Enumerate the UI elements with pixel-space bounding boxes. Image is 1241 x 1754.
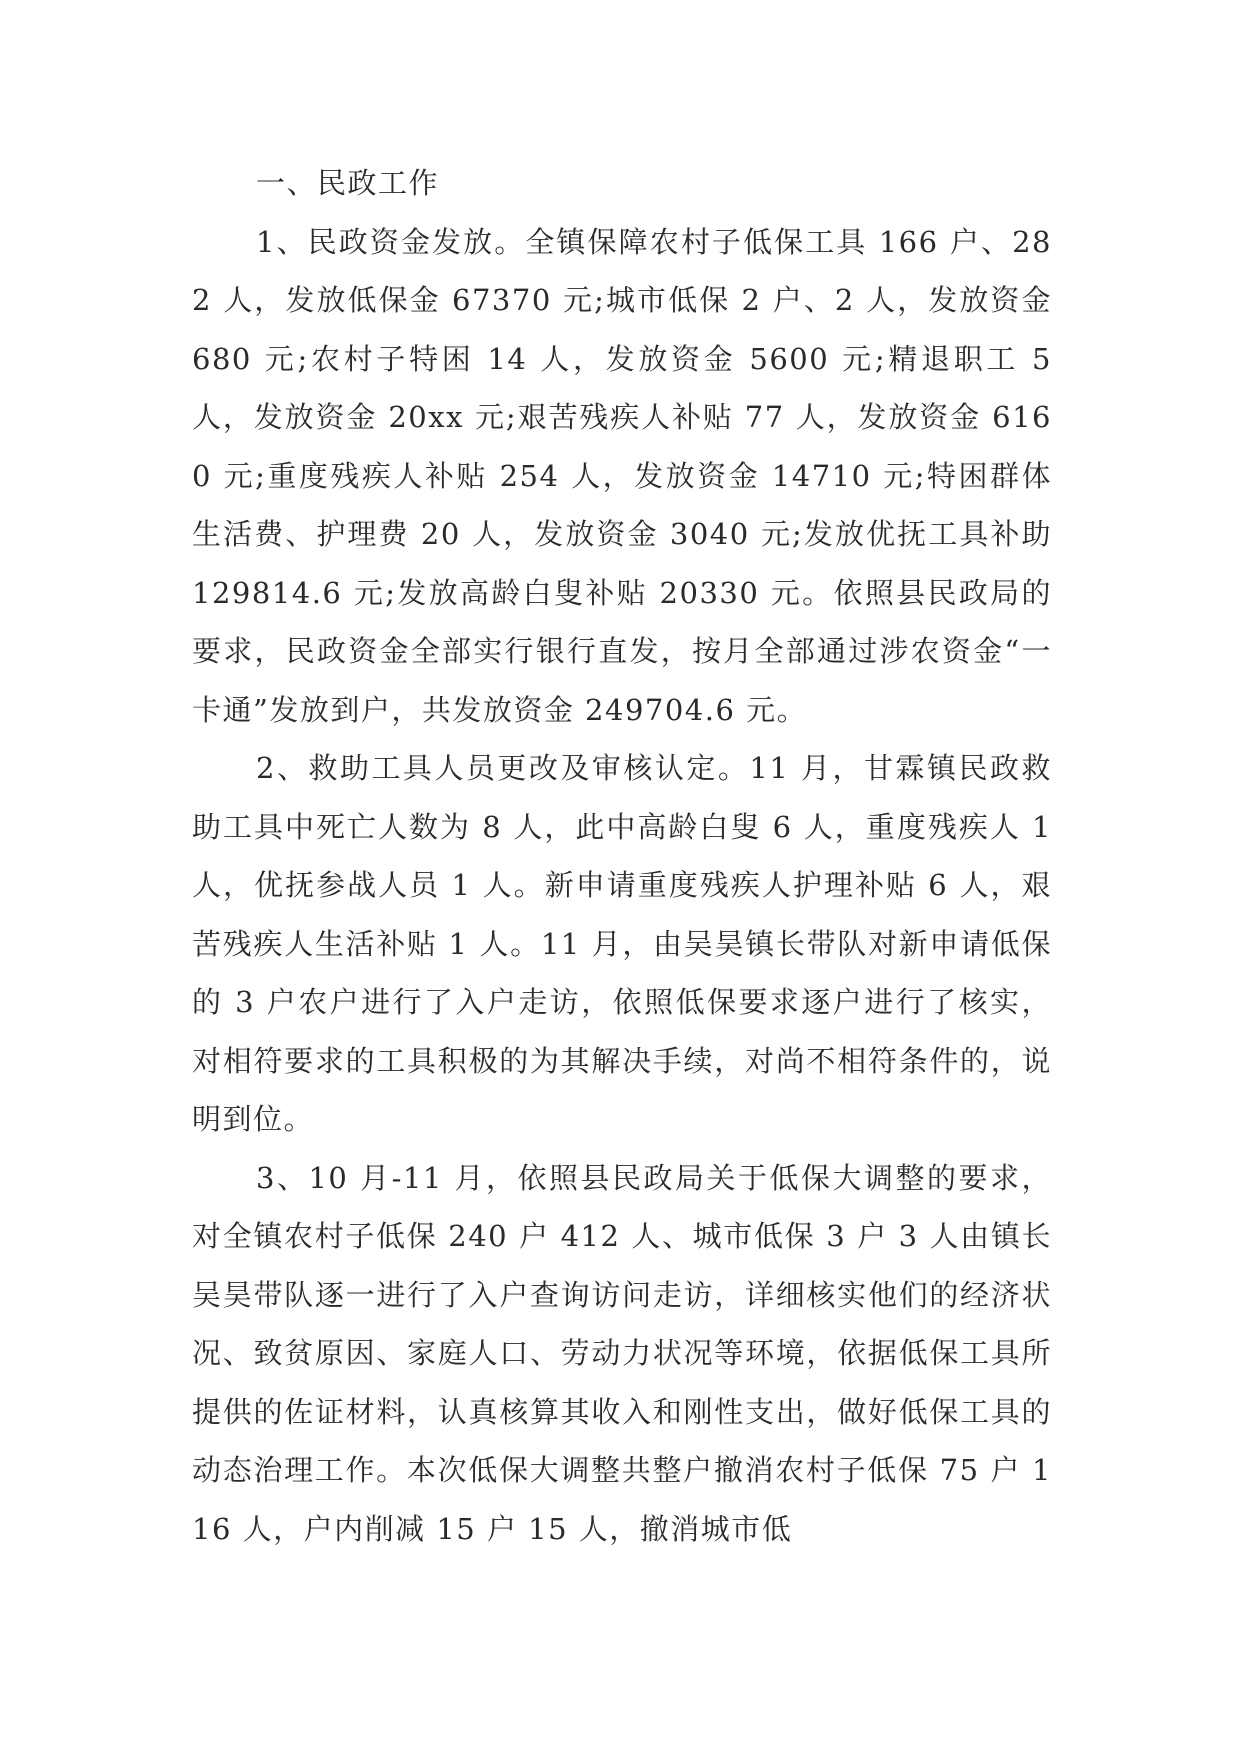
document-body [192,154,1052,1558]
section-heading: 一、民政工作 [256,166,440,200]
paragraph-3: 3、10 月-11 月，依照县民政局关于低保大调整的要求，对全镇农村子低保 240 户 412 人、城市低保 3 户 3 人由镇长吴昊带队逐一进行了入户查询访问走访，详细核实他们的经济状况、致贫原因、家庭人口、劳动力状况等环境，依据低保工具所提供的佐证材料，认真核算其收入和刚性支出，做好低保工具的动态治理工作。本次低保大调整共整户撤消农村子低保 75 户 116 人，户内削减 15 户 15 人，撤消城市低 [192,1160,1052,1546]
paragraph-2: 2、救助工具人员更改及审核认定。11 月，甘霖镇民政救助工具中死亡人数为 8 人，此中高龄白叟 6 人，重度残疾人 1 人，优抚参战人员 1 人。新申请重度残疾人护理补贴 6 人，艰苦残疾人生活补贴 1 人。11 月，由吴昊镇长带队对新申请低保的 3 户农户进行了入户走访，依照低保要求逐户进行了核实，对相符要求的工具积极的为其解决手续，对尚不相符条件的，说明到位。 [192,751,1052,1136]
paragraph-1: 1、民政资金发放。全镇保障农村子低保工具 166 户、282 人，发放低保金 67370 元;城市低保 2 户、2 人，发放资金 680 元;农村子特困 14 人，发放资金 5600 元;精退职工 5 人，发放资金 20xx 元;艰苦残疾人补贴 77 人，发放资金 6160 元;重度残疾人补贴 254 人，发放资金 14710 元;特困群体生活费、护理费 20 人，发放资金 3040 元;发放优抚工具补助 129814.6 元;发放高龄白叟补贴 20330 元。依照县民政局的要求，民政资金全部实行银行直发，按月全部通过涉农资金“一卡通”发放到户，共发放资金 249704.6 元。 [192,224,1052,727]
